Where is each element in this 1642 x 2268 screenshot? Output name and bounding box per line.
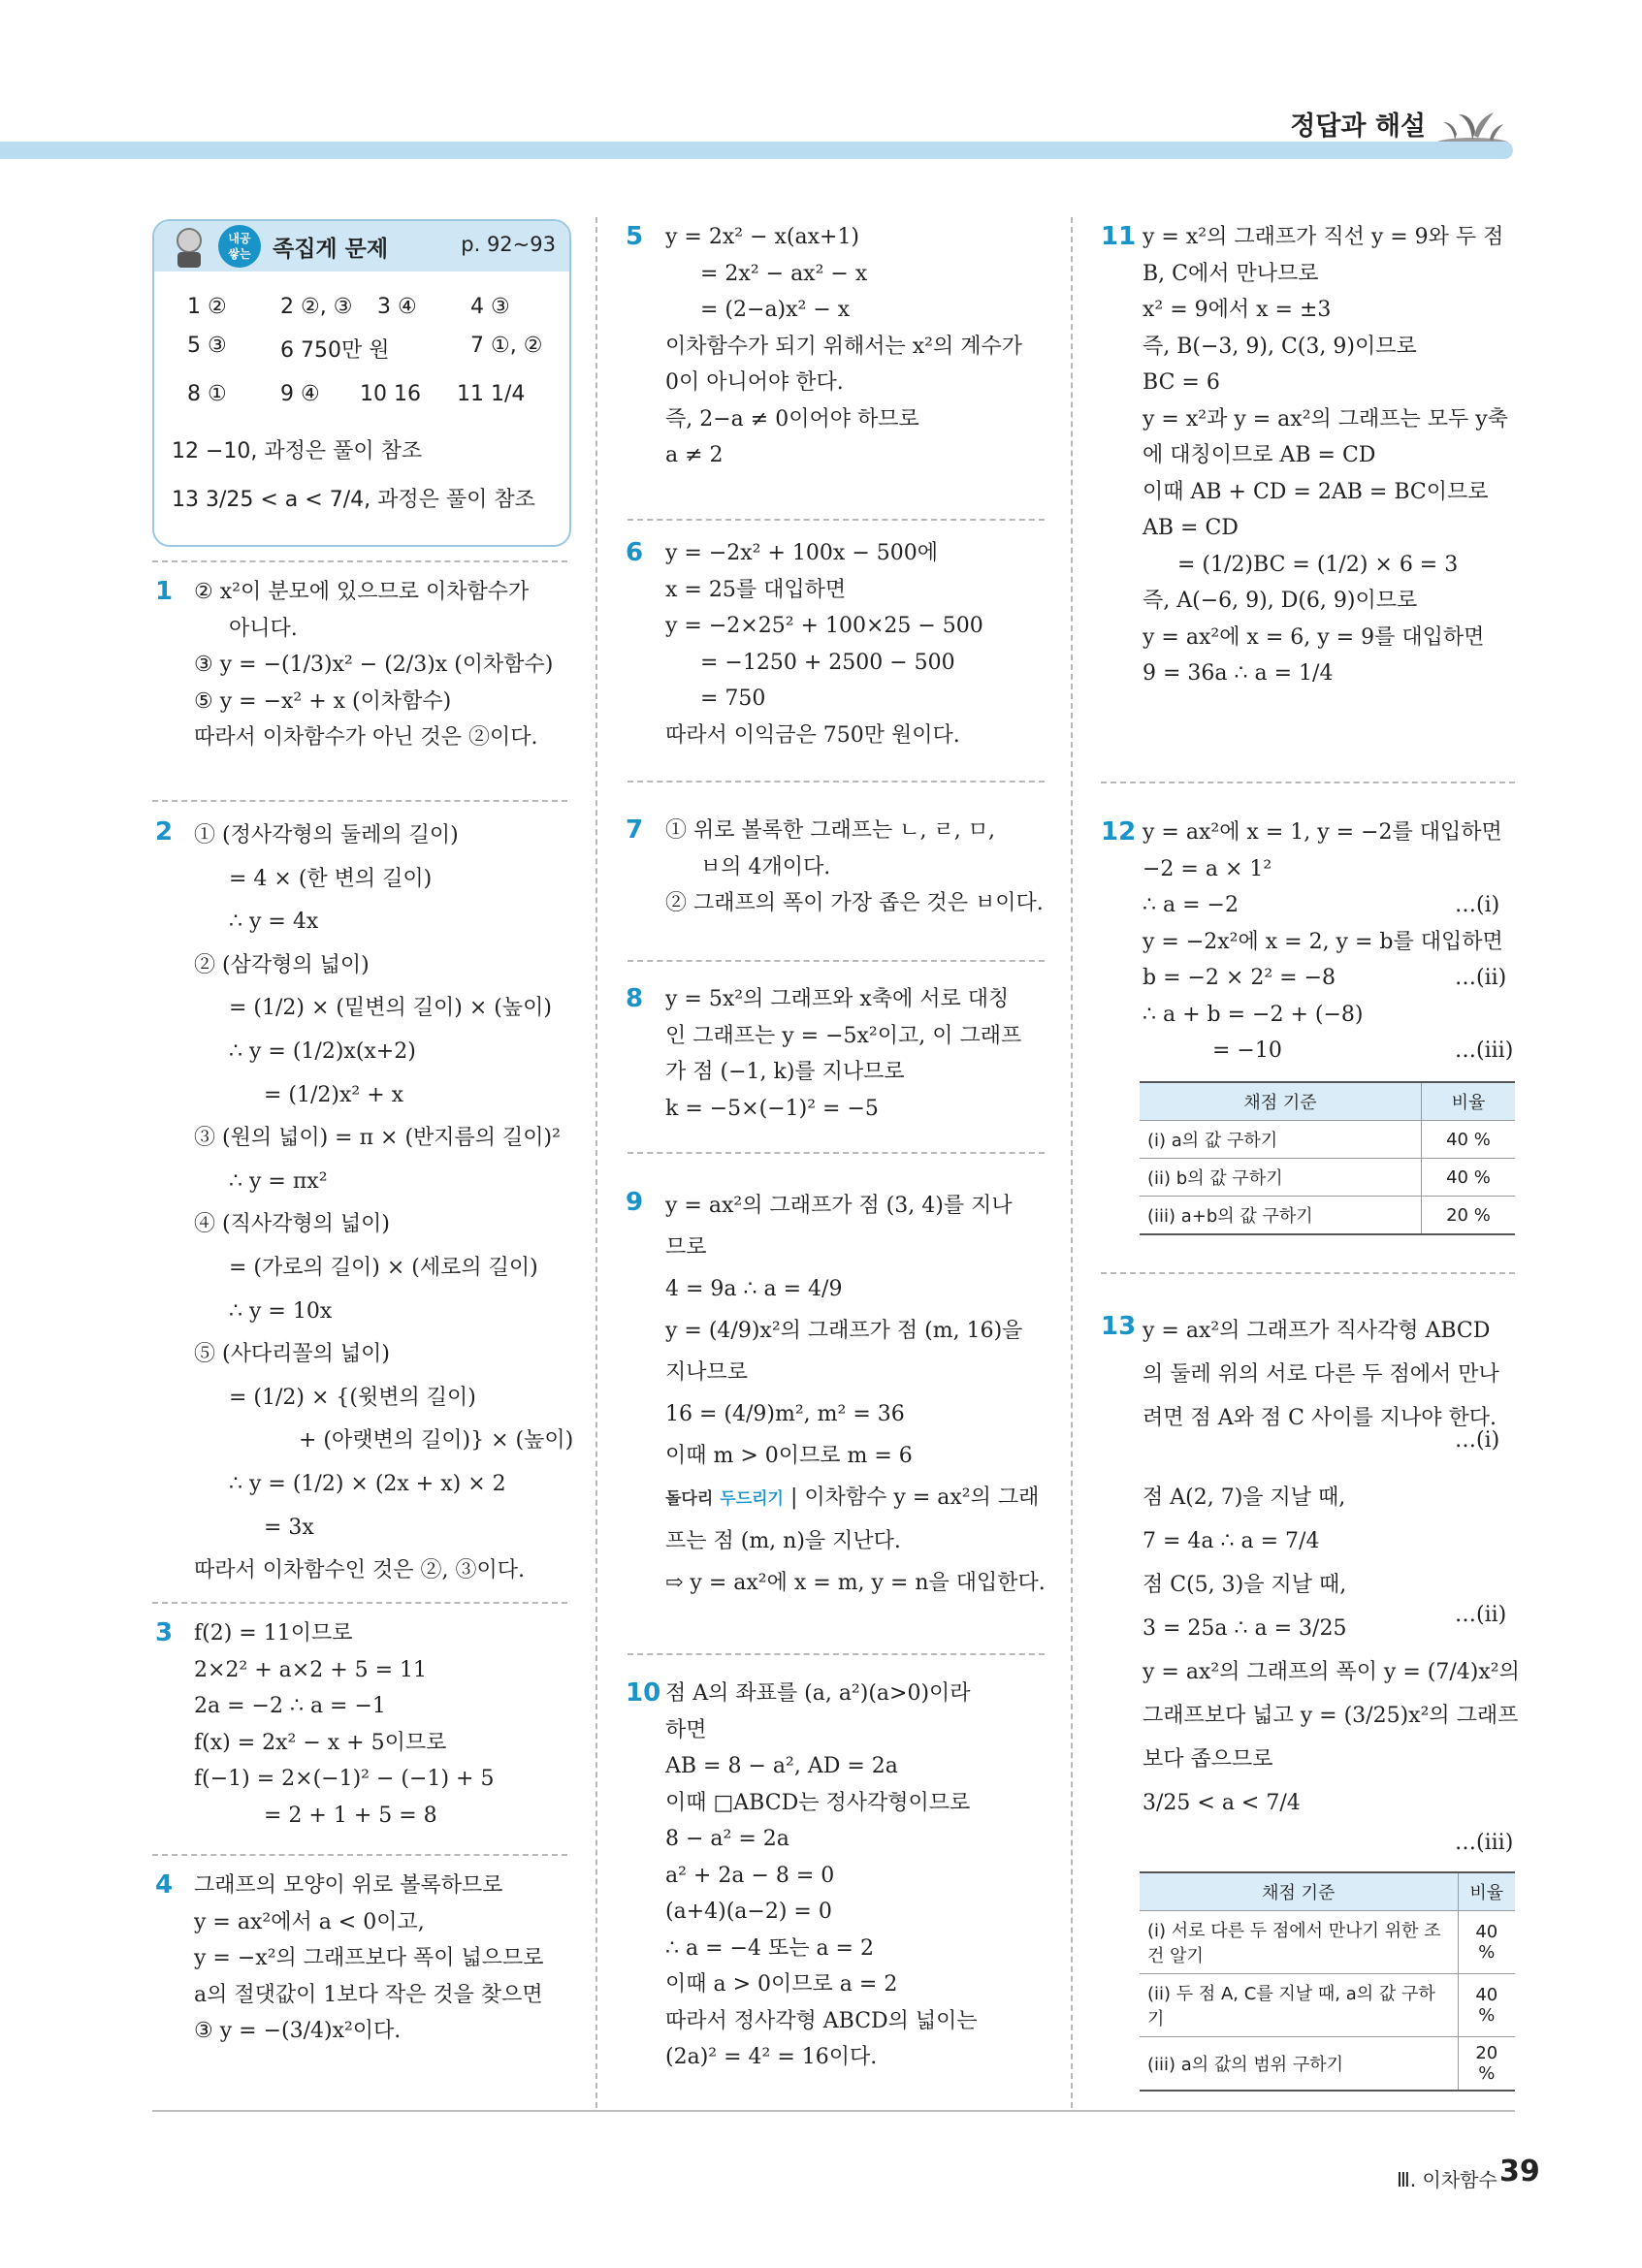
step-mark: …(iii) bbox=[1455, 1831, 1514, 1855]
solution-line: = (2−a)x² − x bbox=[700, 298, 851, 322]
solution-line: 의 둘레 위의 서로 다른 두 점에서 만나 bbox=[1143, 1362, 1499, 1387]
solution-line: 4 = 9a ∴ a = 4/9 bbox=[665, 1277, 843, 1301]
answer-item: 1 ② bbox=[187, 295, 227, 319]
solution-line: ∴ a = −4 또는 a = 2 bbox=[665, 1935, 874, 1961]
solution-line: = −10 bbox=[1212, 1038, 1282, 1063]
solution-line: 0이 아니어야 한다. bbox=[665, 370, 844, 395]
solution-line: 9 = 36a ∴ a = 1/4 bbox=[1143, 661, 1334, 686]
solution-line: = (1/2) × (밑변의 길이) × (높이) bbox=[229, 996, 552, 1021]
table-header: 채점 기준 bbox=[1140, 1872, 1458, 1911]
solution-line: y = (4/9)x²의 그래프가 점 (m, 16)을 bbox=[665, 1319, 1023, 1343]
tip-label: 돌다리 bbox=[665, 1489, 714, 1509]
problem-9-solution bbox=[665, 1185, 1046, 1604]
tip-line: ⇨ y = ax²에 x = m, y = n을 대입한다. bbox=[665, 1571, 1046, 1595]
table-cell: 40 % bbox=[1458, 1911, 1515, 1974]
solution-line: = (1/2)x² + x bbox=[264, 1082, 404, 1107]
problem-4-solution bbox=[194, 1868, 544, 2050]
solution-line: ③ y = −(1/3)x² − (2/3)x (이차함수) bbox=[194, 653, 554, 677]
solution-line: = (1/2)BC = (1/2) × 6 = 3 bbox=[1177, 552, 1459, 577]
solution-line: = 750 bbox=[700, 687, 766, 711]
solution-line: ① (정사각형의 둘레의 길이) bbox=[194, 823, 459, 847]
step-mark: …(i) bbox=[1455, 893, 1500, 917]
solution-line: y = −2x² + 100x − 500에 bbox=[665, 541, 938, 565]
row-separator bbox=[152, 560, 567, 562]
tip-text: | 이차함수 y = ax²의 그래 bbox=[789, 1485, 1040, 1510]
answer-item: 8 ① bbox=[187, 382, 227, 406]
problem-number: 3 bbox=[155, 1618, 174, 1647]
solution-line: 16 = (4/9)m², m² = 36 bbox=[665, 1402, 905, 1426]
table-row bbox=[1140, 1197, 1515, 1235]
solution-line: ㅂ의 4개이다. bbox=[700, 854, 831, 879]
solution-line: y = 5x²의 그래프와 x축에 서로 대칭 bbox=[665, 987, 1010, 1011]
row-separator bbox=[1101, 782, 1515, 783]
solution-line: ② (삼각형의 넓이) bbox=[194, 952, 370, 977]
solution-line: y = ax²에 x = 1, y = −2를 대입하면 bbox=[1143, 820, 1502, 845]
problem-number: 6 bbox=[626, 538, 644, 567]
row-separator bbox=[628, 960, 1045, 962]
svg-text:내공: 내공 bbox=[228, 232, 251, 245]
tip-line bbox=[665, 1477, 1046, 1520]
solution-line: 7 = 4a ∴ a = 7/4 bbox=[1143, 1529, 1320, 1553]
solution-line: y = ax²에서 a < 0이고, bbox=[194, 1909, 425, 1934]
solution-line: 3/25 < a < 7/4 bbox=[1143, 1791, 1301, 1815]
solution-line: = (가로의 길이) × (세로의 길이) bbox=[229, 1255, 538, 1280]
solution-line: 려면 점 A와 점 C 사이를 지나야 한다. bbox=[1143, 1406, 1497, 1430]
problem-7-solution bbox=[665, 813, 1044, 922]
solution-line: 므로 bbox=[665, 1235, 707, 1260]
solution-line: 8 − a² = 2a bbox=[665, 1827, 789, 1851]
solution-line: x² = 9에서 x = ±3 bbox=[1143, 298, 1332, 322]
table-header: 비율 bbox=[1421, 1082, 1515, 1121]
answer-item: 12 −10, 과정은 풀이 참조 bbox=[172, 439, 423, 463]
solution-line: = 2 + 1 + 5 = 8 bbox=[264, 1803, 437, 1828]
solution-line: y = ax²의 그래프가 직사각형 ABCD bbox=[1143, 1319, 1491, 1343]
table-row bbox=[1140, 1911, 1515, 1974]
solution-line: ∴ a + b = −2 + (−8) bbox=[1143, 1002, 1364, 1027]
answer-item: 4 ③ bbox=[470, 295, 510, 319]
solution-line: = 3x bbox=[264, 1515, 314, 1540]
row-separator bbox=[628, 1152, 1045, 1154]
solution-line: y = −x²의 그래프보다 폭이 넓으므로 bbox=[194, 1946, 544, 1970]
solution-line: AB = CD bbox=[1143, 516, 1239, 540]
solution-line: ∴ y = 4x bbox=[229, 910, 319, 935]
solution-line: 따라서 이차함수가 아닌 것은 ②이다. bbox=[194, 725, 538, 750]
table-cell: (iii) a+b의 값 구하기 bbox=[1140, 1197, 1421, 1235]
solution-line: ∴ y = (1/2) × (2x + x) × 2 bbox=[229, 1471, 506, 1496]
solution-line: 2×2² + a×2 + 5 = 11 bbox=[194, 1657, 428, 1682]
problem-3-solution bbox=[194, 1615, 494, 1834]
table-row bbox=[1140, 1121, 1515, 1159]
solution-line: y = 2x² − x(ax+1) bbox=[665, 225, 860, 249]
solution-line: f(x) = 2x² − x + 5이므로 bbox=[194, 1730, 447, 1755]
column-separator bbox=[596, 217, 597, 2108]
solution-line: ② 그래프의 폭이 가장 좁은 것은 ㅂ이다. bbox=[665, 891, 1044, 915]
solution-line: + (아랫변의 길이)} × (높이) bbox=[299, 1428, 574, 1453]
header-band bbox=[0, 142, 1513, 159]
mascot-icon bbox=[170, 225, 267, 270]
scoring-table bbox=[1140, 1871, 1515, 2092]
solution-line: = (1/2) × {(윗변의 길이) bbox=[229, 1385, 476, 1410]
table-header: 채점 기준 bbox=[1140, 1082, 1421, 1121]
problem-8-solution bbox=[665, 981, 1021, 1127]
row-separator bbox=[152, 1602, 567, 1604]
solution-line: ⑤ y = −x² + x (이차함수) bbox=[194, 688, 452, 714]
footer-rule bbox=[152, 2110, 1515, 2112]
solution-line: 즉, A(−6, 9), D(6, 9)이므로 bbox=[1143, 589, 1418, 613]
solution-line: ∴ a = −2 bbox=[1143, 893, 1239, 917]
solution-line: y = x²의 그래프가 직선 y = 9와 두 점 bbox=[1143, 225, 1504, 249]
row-separator bbox=[152, 800, 567, 802]
table-cell: (i) a의 값 구하기 bbox=[1140, 1121, 1421, 1159]
table-header: 비율 bbox=[1458, 1872, 1515, 1911]
svg-text:쌓는: 쌓는 bbox=[228, 247, 251, 261]
solution-line: ④ (직사각형의 넓이) bbox=[194, 1212, 390, 1237]
solution-line: ③ y = −(3/4)x²이다. bbox=[194, 2019, 402, 2043]
problem-number: 2 bbox=[155, 817, 174, 847]
answer-item: 10 16 bbox=[360, 382, 421, 406]
problem-12-solution bbox=[1143, 815, 1503, 1070]
solution-line: = 4 × (한 변의 길이) bbox=[229, 866, 433, 891]
answer-item: 5 ③ bbox=[187, 334, 227, 358]
solution-line: ② x²이 분모에 있으므로 이차함수가 bbox=[194, 580, 530, 604]
table-row bbox=[1140, 2037, 1515, 2092]
solution-line: BC = 6 bbox=[1143, 370, 1220, 395]
problem-1-solution bbox=[194, 574, 553, 756]
problem-11-solution bbox=[1143, 219, 1508, 692]
solution-line: 그래프의 모양이 위로 볼록하므로 bbox=[194, 1873, 503, 1898]
solution-line: 이때 a > 0이므로 a = 2 bbox=[665, 1972, 898, 1996]
answer-item: 6 750만 원 bbox=[280, 338, 390, 363]
step-mark: …(iii) bbox=[1455, 1038, 1514, 1063]
solution-line: 가 점 (−1, k)를 지나므로 bbox=[665, 1060, 905, 1084]
solution-line: a² + 2a − 8 = 0 bbox=[665, 1863, 835, 1888]
step-mark: …(ii) bbox=[1455, 1603, 1507, 1627]
solution-line: 2a = −2 ∴ a = −1 bbox=[194, 1694, 386, 1718]
tip-label: 두드리기 bbox=[720, 1489, 784, 1509]
solution-line: (a+4)(a−2) = 0 bbox=[665, 1900, 832, 1924]
answer-item: 9 ④ bbox=[280, 382, 320, 406]
solution-line: 그래프보다 넓고 y = (3/25)x²의 그래프 bbox=[1143, 1704, 1519, 1728]
solution-line: y = −2×25² + 100×25 − 500 bbox=[665, 614, 983, 638]
solution-line: 이차함수가 되기 위해서는 x²의 계수가 bbox=[665, 334, 1022, 359]
table-cell: 40 % bbox=[1421, 1159, 1515, 1197]
answer-item: 13 3/25 < a < 7/4, 과정은 풀이 참조 bbox=[172, 488, 535, 512]
problem-10-solution bbox=[665, 1676, 978, 2076]
solution-line: ∴ y = 10x bbox=[229, 1298, 333, 1324]
problem-13-solution bbox=[1143, 1309, 1520, 1825]
solution-line: 즉, B(−3, 9), C(3, 9)이므로 bbox=[1143, 334, 1417, 359]
solution-line: x = 25를 대입하면 bbox=[665, 577, 847, 602]
answer-box-title: 족집게 문제 bbox=[273, 237, 389, 262]
answer-summary-box bbox=[152, 219, 571, 547]
solution-line: y = ax²의 그래프가 점 (3, 4)를 지나 bbox=[665, 1194, 1013, 1218]
problem-2-solution bbox=[194, 815, 573, 1593]
step-mark: …(i) bbox=[1455, 1428, 1500, 1453]
solution-line: y = x²과 y = ax²의 그래프는 모두 y축 bbox=[1143, 406, 1508, 431]
solution-line: 따라서 이익금은 750만 원이다. bbox=[665, 722, 960, 748]
solution-line: ∴ y = (1/2)x(x+2) bbox=[229, 1038, 416, 1064]
row-separator bbox=[628, 781, 1045, 783]
solution-line: ⑤ (사다리꼴의 넓이) bbox=[194, 1342, 390, 1367]
problem-number: 7 bbox=[626, 815, 644, 845]
answer-item: 2 ②, ③ bbox=[280, 295, 353, 319]
row-separator bbox=[628, 519, 1045, 521]
problem-number: 12 bbox=[1101, 817, 1137, 847]
solution-line: 점 A(2, 7)을 지날 때, bbox=[1143, 1485, 1346, 1510]
problem-number: 9 bbox=[626, 1188, 644, 1217]
solution-line: f(−1) = 2×(−1)² − (−1) + 5 bbox=[194, 1767, 495, 1791]
solution-line: 아니다. bbox=[229, 616, 298, 641]
page-header-title: 정답과 해설 bbox=[1290, 112, 1426, 142]
solution-line: a ≠ 2 bbox=[665, 443, 724, 467]
solution-line: 3 = 25a ∴ a = 3/25 bbox=[1143, 1616, 1347, 1641]
answer-item: 11 1/4 bbox=[457, 382, 526, 406]
step-mark: …(ii) bbox=[1455, 966, 1507, 990]
problem-6-solution bbox=[665, 535, 983, 753]
tip-line: 프는 점 (m, n)을 지난다. bbox=[665, 1529, 901, 1553]
answer-box-pages: p. 92~93 bbox=[461, 233, 556, 256]
problem-number: 13 bbox=[1101, 1312, 1137, 1341]
solution-line: 이때 AB + CD = 2AB = BC이므로 bbox=[1143, 479, 1489, 504]
solution-line: y = ax²에 x = 6, y = 9를 대입하면 bbox=[1143, 624, 1485, 650]
solution-line: = −1250 + 2500 − 500 bbox=[700, 650, 955, 675]
table-cell: 40 % bbox=[1458, 1974, 1515, 2037]
scoring-table bbox=[1140, 1081, 1515, 1235]
solution-line: 이때 □ABCD는 정사각형이므로 bbox=[665, 1790, 971, 1815]
table-cell: (i) 서로 다른 두 점에서 만나기 위한 조건 알기 bbox=[1140, 1911, 1458, 1974]
solution-line: 따라서 이차함수인 것은 ②, ③이다. bbox=[194, 1558, 525, 1583]
answer-item: 3 ④ bbox=[377, 295, 417, 319]
solution-line: y = −2x²에 x = 2, y = b를 대입하면 bbox=[1143, 929, 1503, 954]
row-separator bbox=[152, 1854, 567, 1856]
solution-line: B, C에서 만나므로 bbox=[1143, 261, 1319, 286]
column-separator bbox=[1071, 217, 1073, 2108]
row-separator bbox=[1101, 1272, 1515, 1274]
solution-line: (2a)² = 4² = 16이다. bbox=[665, 2045, 878, 2069]
problem-number: 5 bbox=[626, 222, 644, 251]
solution-line: 지나므로 bbox=[665, 1360, 749, 1385]
solution-line: 인 그래프는 y = −5x²이고, 이 그래프 bbox=[665, 1023, 1022, 1048]
solution-line: 따라서 정사각형 ABCD의 넓이는 bbox=[665, 2008, 978, 2033]
solution-line: 점 A의 좌표를 (a, a²)(a>0)이라 bbox=[665, 1681, 971, 1706]
table-cell: 20 % bbox=[1458, 2037, 1515, 2092]
solution-line: y = ax²의 그래프의 폭이 y = (7/4)x²의 bbox=[1143, 1660, 1520, 1684]
solution-line: −2 = a × 1² bbox=[1143, 856, 1272, 881]
page-number: 39 bbox=[1499, 2155, 1540, 2188]
solution-line: = 2x² − ax² − x bbox=[700, 261, 868, 286]
solution-line: 보다 좁으므로 bbox=[1143, 1747, 1273, 1772]
table-cell: (iii) a의 값의 범위 구하기 bbox=[1140, 2037, 1458, 2092]
table-row bbox=[1140, 1974, 1515, 2037]
table-cell: 20 % bbox=[1421, 1197, 1515, 1235]
solution-line: 점 C(5, 3)을 지날 때, bbox=[1143, 1573, 1347, 1597]
answer-item: 7 ①, ② bbox=[470, 334, 543, 358]
problem-number: 8 bbox=[626, 984, 644, 1013]
solution-line: f(2) = 11이므로 bbox=[194, 1621, 353, 1645]
solution-line: 즉, 2−a ≠ 0이어야 하므로 bbox=[665, 406, 919, 431]
problem-number: 10 bbox=[626, 1678, 661, 1708]
chapter-label: Ⅲ. 이차함수 bbox=[1397, 2168, 1497, 2191]
table-cell: 40 % bbox=[1421, 1121, 1515, 1159]
solution-line: k = −5×(−1)² = −5 bbox=[665, 1096, 879, 1121]
solution-line: a의 절댓값이 1보다 작은 것을 찾으면 bbox=[194, 1982, 543, 2007]
table-cell: (ii) b의 값 구하기 bbox=[1140, 1159, 1421, 1197]
solution-line: b = −2 × 2² = −8 bbox=[1143, 966, 1336, 990]
answer-box-header bbox=[154, 221, 569, 272]
solution-line: AB = 8 − a², AD = 2a bbox=[665, 1754, 898, 1778]
problem-number: 1 bbox=[155, 577, 174, 606]
solution-line: ① 위로 볼록한 그래프는 ㄴ, ㄹ, ㅁ, bbox=[665, 818, 995, 843]
problem-5-solution bbox=[665, 219, 1022, 474]
problem-number: 11 bbox=[1101, 222, 1137, 251]
solution-line: ∴ y = πx² bbox=[229, 1168, 328, 1194]
table-cell: (ii) 두 점 A, C를 지날 때, a의 값 구하기 bbox=[1140, 1974, 1458, 2037]
solution-line: 에 대칭이므로 AB = CD bbox=[1143, 443, 1376, 467]
table-row bbox=[1140, 1159, 1515, 1197]
row-separator bbox=[628, 1653, 1045, 1655]
problem-number: 4 bbox=[155, 1870, 174, 1900]
solution-line: 이때 m > 0이므로 m = 6 bbox=[665, 1444, 913, 1468]
solution-line: ③ (원의 넓이) = π × (반지름의 길이)² bbox=[194, 1126, 561, 1151]
solution-line: 하면 bbox=[665, 1717, 707, 1742]
